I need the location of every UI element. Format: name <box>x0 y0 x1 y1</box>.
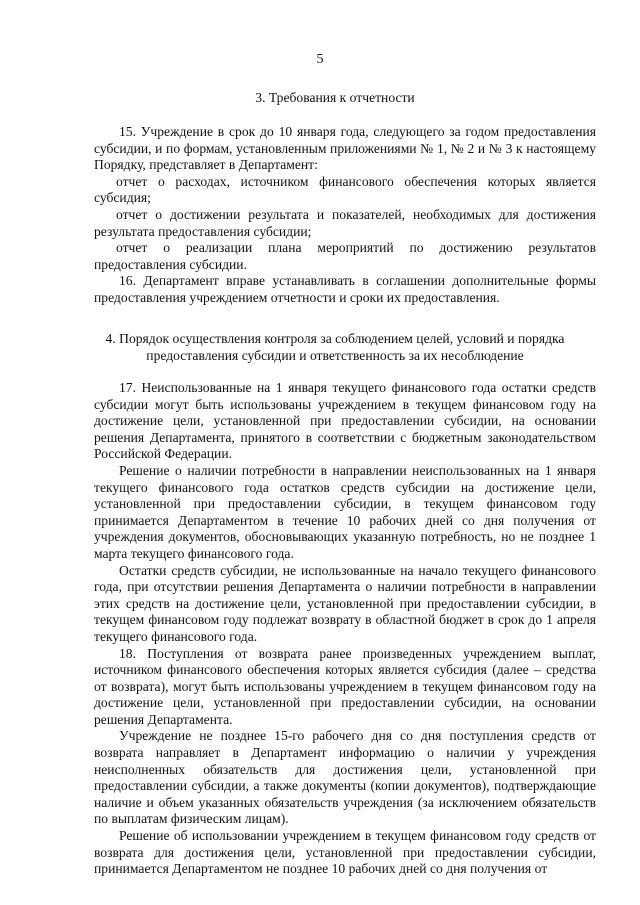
section-4-body <box>94 380 596 878</box>
page-number: 5 <box>316 52 324 67</box>
section-4-heading <box>94 331 576 364</box>
paragraph-18: 18. Поступления от возврата ранее произведенных учреждением выплат, источником финансового обеспечения которых является субсидия (далее – средства от возврата), могут быть использованы учреждением в текущем финансовом году на достижение цели, установленной при предоставлении субсидии, на основании решения Департамента. <box>94 645 596 727</box>
report-item-plan: отчет о реализации плана мероприятий по достижению результатов предоставления субсидии. <box>94 240 596 272</box>
paragraph-17-decision: Решение о наличии потребности в направлении неиспользованных на 1 января текущего финансового года остатков средств субсидии на достижение цели, установленной при предоставлении субсидии, в текущем финансовом году принимается Департаментом в течение 10 рабочих дней со дня получения от учреждения документов, обосновывающих указанную потребность, но не позднее 1 марта текущего финансового года. <box>94 462 596 561</box>
paragraph-16: 16. Департамент вправе устанавливать в соглашении дополнительные формы предоставления учреждением отчетности и сроки их предоставления. <box>94 273 596 305</box>
section-3-heading: 3. Требования к отчетности <box>255 90 415 105</box>
section-4-heading-line-2: предоставления субсидии и ответственность за их несоблюдение <box>146 347 524 363</box>
report-item-expenses: отчет о расходах, источником финансового обеспечения которых является субсидия; <box>94 173 596 206</box>
paragraph-18-information: Учреждение не позднее 15-го рабочего дня со дня поступления средств от возврата направляет в Департамент информацию о наличии у учреждения неисполненных обязательств для достижения цели, установленной при предоставлении субсидии, а также документы (копии документов), подтверждающие наличие и объем указанных обязательств учреждения (за исключением обязательств по выплатам физическим лицам). <box>94 728 596 827</box>
section-3-body <box>94 124 596 307</box>
paragraph-17-remainder: Остатки средств субсидии, не использованные на начало текущего финансового года, при отсутствии решения Департамента о наличии потребности в направлении этих средств на достижение цели, установленной при предоставлении субсидии, в текущем финансовом году подлежат возврату в областной бюджет в срок до 1 апреля текущего финансового года. <box>94 562 596 644</box>
paragraph-17: 17. Неиспользованные на 1 января текущего финансового года остатки средств субсидии могут быть использованы учреждением в текущем финансовом году на достижение цели, установленной при предоставлении субсидии, на основании решения Департамента, принятого в соответствии с бюджетным законодательством Российской Федерации. <box>94 380 596 462</box>
section-4-heading-line-1: 4. Порядок осуществления контроля за соблюдением целей, условий и порядка <box>105 331 565 346</box>
paragraph-15: 15. Учреждение в срок до 10 января года, следующего за годом предоставления субсидии, и по формам, установленным приложениями № 1, № 2 и № 3 к настоящему Порядку, представляет в Департамент: <box>94 124 596 173</box>
report-item-results: отчет о достижении результата и показателей, необходимых для достижения результата предоставления субсидии; <box>94 206 596 239</box>
paragraph-18-decision: Решение об использовании учреждением в текущем финансовом году средств от возврата для достижения цели, установленной при предоставлении субсидии, принимается Департаментом не позднее 10 рабочих дней со дня получения от <box>94 828 596 877</box>
